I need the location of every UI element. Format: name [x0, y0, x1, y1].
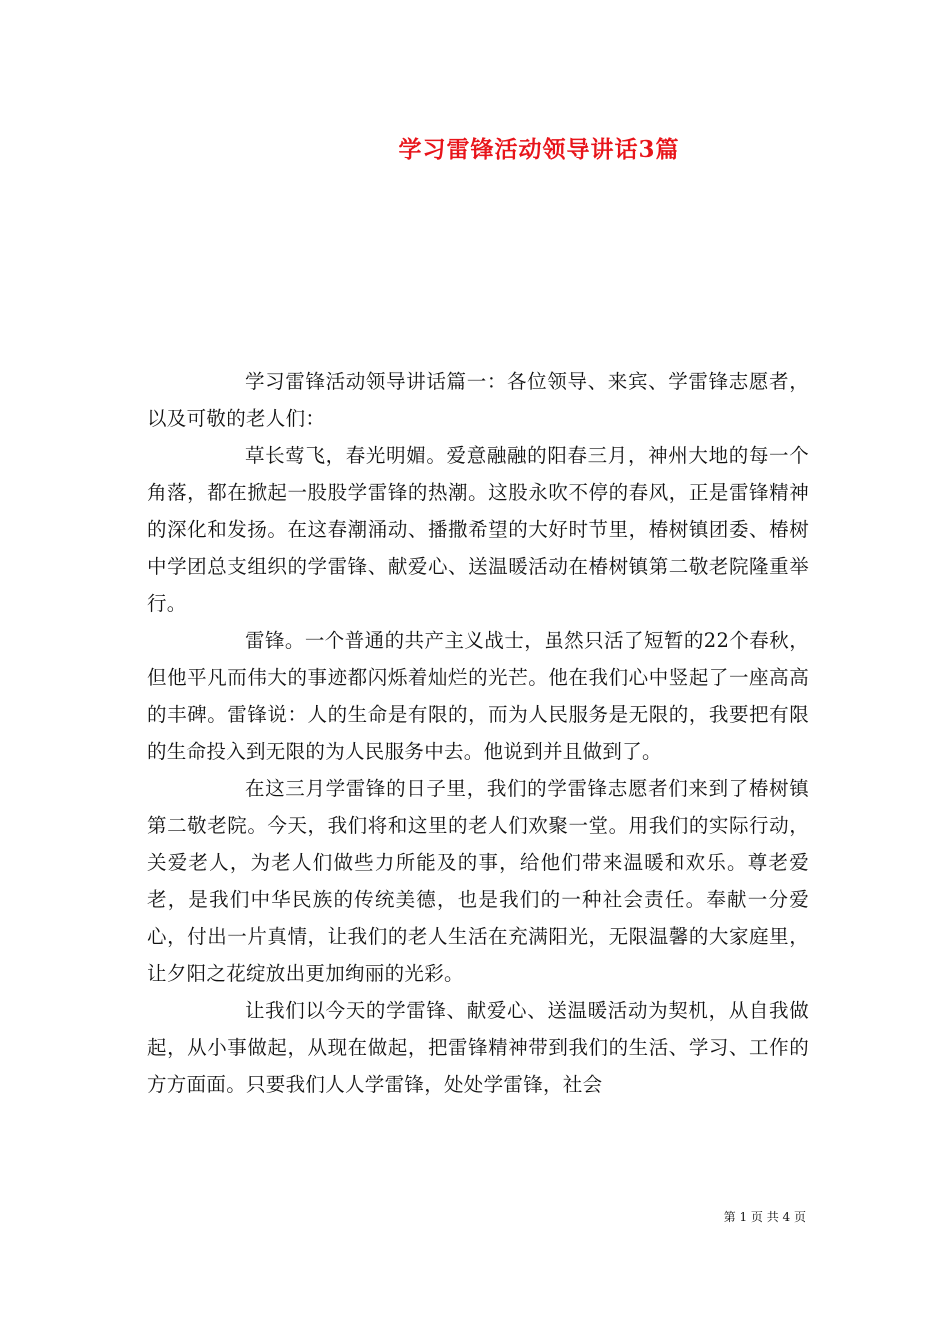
- paragraph-2: 草长莺飞，春光明媚。爱意融融的阳春三月，神州大地的每一个角落，都在掀起一股股学雷锋的热潮。这股永吹不停的春风，正是雷锋精神的深化和发扬。在这春潮涌动、播撒希望的大好时节里，椿树镇团委、椿树中学团总支组织的学雷锋、献爱心、送温暖活动在椿树镇第二敬老院隆重举行。: [147, 444, 809, 615]
- document-title: 学习雷锋活动领导讲话3篇: [398, 136, 680, 163]
- paragraph-5: 让我们以今天的学雷锋、献爱心、送温暖活动为契机，从自我做起，从小事做起，从现在做起，把雷锋精神带到我们的生活、学习、工作的方方面面。只要我们人人学雷锋，处处学雷锋，社会: [147, 999, 809, 1096]
- paragraph-4: 在这三月学雷锋的日子里，我们的学雷锋志愿者们来到了椿树镇第二敬老院。今天，我们将和这里的老人们欢聚一堂。用我们的实际行动，关爱老人，为老人们做些力所能及的事，给他们带来温暖和欢乐。尊老爱老，是我们中华民族的传统美德，也是我们的一种社会责任。奉献一分爱心，付出一片真情，让我们的老人生活在充满阳光，无限温馨的大家庭里，让夕阳之花绽放出更加绚丽的光彩。: [147, 777, 809, 985]
- document-body: [147, 363, 809, 1103]
- paragraph-1: 学习雷锋活动领导讲话篇一：各位领导、来宾、学雷锋志愿者，以及可敬的老人们：: [147, 370, 809, 430]
- paragraph-3: 雷锋。一个普通的共产主义战士，虽然只活了短暂的22个春秋，但他平凡而伟大的事迹都闪烁着灿烂的光芒。他在我们心中竖起了一座高高的丰碑。雷锋说：人的生命是有限的，而为人民服务是无限的，我要把有限的生命投入到无限的为人民服务中去。他说到并且做到了。: [147, 629, 809, 763]
- page-number-footer: 第 1 页 共 4 页: [723, 1210, 806, 1224]
